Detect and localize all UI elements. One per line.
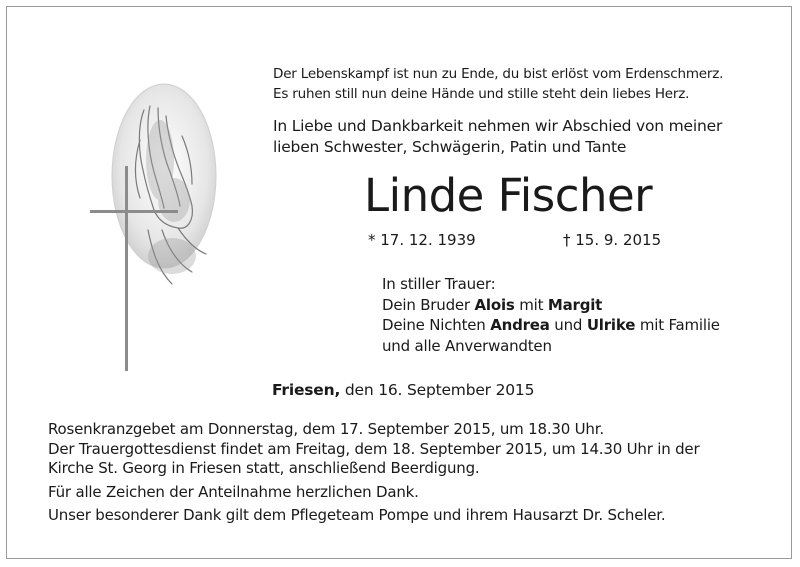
mourner-text: mit Familie <box>639 316 720 334</box>
mourner-name: Ulrike <box>586 316 636 334</box>
mourner-text: Dein Bruder <box>382 295 470 314</box>
mourners-heading: In stiller Trauer: <box>382 275 496 293</box>
service-details <box>48 420 699 526</box>
verse-line: Es ruhen still nun deine Hände und stille steht dein liebes Herz. <box>273 86 690 102</box>
mourner-text: und <box>554 316 583 334</box>
mourners-block <box>382 274 720 356</box>
mourner-name: Andrea <box>490 316 550 334</box>
memorial-verse <box>273 64 723 104</box>
praying-hands-cross-icon <box>88 80 228 375</box>
mourners-line <box>382 315 720 336</box>
birth-date: * 17. 12. 1939 <box>368 231 476 249</box>
mourner-name: Alois <box>474 295 515 314</box>
farewell-intro <box>273 116 722 158</box>
death-date: † 15. 9. 2015 <box>563 231 662 249</box>
deceased-name: Linde Fischer <box>364 169 653 222</box>
rosary-info: Rosenkranzgebet am Donnerstag, dem 17. September 2015, um 18.30 Uhr. <box>48 420 604 438</box>
place-name: Friesen, <box>272 381 341 399</box>
mourner-name: Margit <box>547 295 603 314</box>
mourners-line: und alle Anverwandten <box>382 336 552 355</box>
special-thanks-text: Unser besonderer Dank gilt dem Pflegeteam Pompe und ihrem Hausarzt Dr. Scheler. <box>48 506 666 524</box>
mourner-text: mit <box>519 295 544 314</box>
place-date-line <box>272 380 534 400</box>
service-info: Kirche St. Georg in Friesen statt, anschließend Beerdigung. <box>48 459 480 477</box>
notice-date: den 16. September 2015 <box>344 381 535 399</box>
thanks-text: Für alle Zeichen der Anteilnahme herzlichen Dank. <box>48 482 419 501</box>
verse-line: Der Lebenskampf ist nun zu Ende, du bist erlöst vom Erdenschmerz. <box>273 66 724 82</box>
mourners-line <box>382 295 720 316</box>
intro-line: In Liebe und Dankbarkeit nehmen wir Abschied von meiner <box>273 117 723 135</box>
mourner-text: Deine Nichten <box>382 316 486 334</box>
intro-line: lieben Schwester, Schwägerin, Patin und Tante <box>273 138 627 156</box>
service-info: Der Trauergottesdienst findet am Freitag, dem 18. September 2015, um 14.30 Uhr in der <box>48 439 700 458</box>
